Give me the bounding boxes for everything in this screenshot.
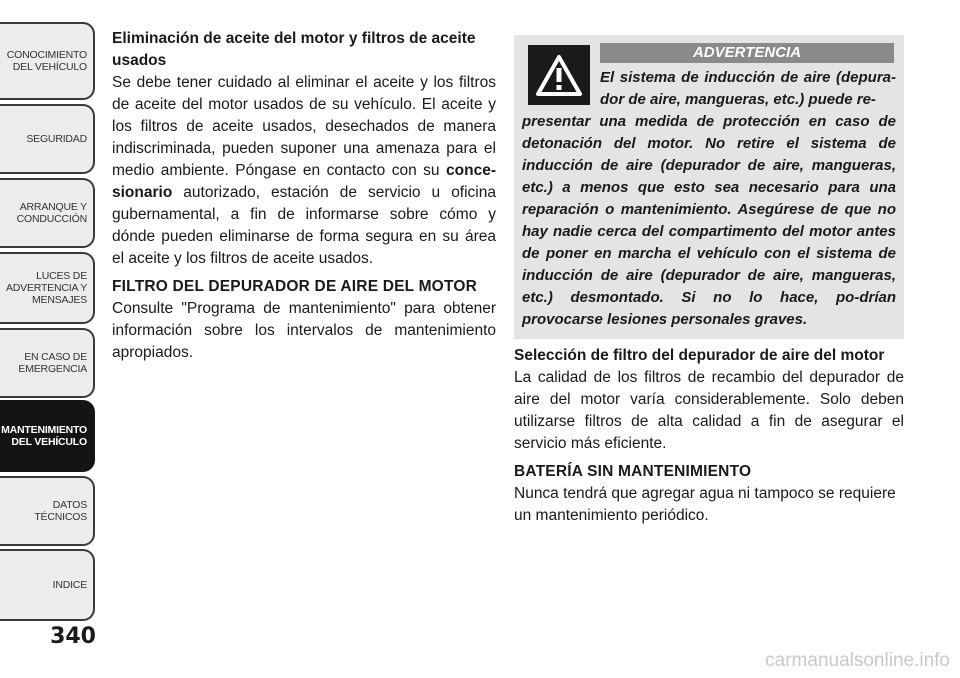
warning-triangle-icon bbox=[528, 45, 590, 105]
tab-label: MANTENIMIENTO bbox=[1, 424, 87, 436]
page-number: 340 bbox=[50, 624, 96, 649]
paragraph: Nunca tendrá que agregar agua ni tampoco se requiere un mantenimiento periódico. bbox=[514, 485, 896, 524]
tab-label: TÉCNICOS bbox=[34, 511, 87, 523]
bold-term: conce-sionario bbox=[112, 162, 496, 201]
left-column bbox=[112, 28, 496, 364]
tab-label: ARRANQUE Y bbox=[19, 201, 87, 213]
tab-label: DEL VEHÍCULO bbox=[11, 436, 87, 448]
section-heading: BATERÍA SIN MANTENIMIENTO bbox=[514, 463, 752, 480]
tab-label: MENSAJES bbox=[32, 294, 87, 306]
tab-label: LUCES DE bbox=[36, 270, 87, 282]
paragraph: La calidad de los filtros de recambio del depurador de aire del motor varía considerablemente. Solo deben utilizarse filtros de alta calidad a fin de asegurar el servicio más eficiente. bbox=[514, 369, 904, 452]
tab-emergencia[interactable] bbox=[0, 328, 95, 398]
tab-label: EN CASO DE bbox=[24, 351, 87, 363]
warning-box bbox=[514, 35, 904, 339]
paragraph-text: Se debe tener cuidado al eliminar el aceite y los filtros de aceite del motor usados de su vehículo. El aceite y los filtros de aceite usados, desechados de manera indiscriminada, pueden suponer una amenaza para el medio ambiente. Póngase en contacto con su bbox=[112, 74, 496, 179]
paragraph bbox=[112, 72, 496, 270]
tab-luces[interactable] bbox=[0, 252, 95, 324]
tab-label: CONDUCCIÓN bbox=[16, 213, 87, 225]
tab-indice[interactable] bbox=[0, 549, 95, 621]
tab-label: CONOCIMIENTO bbox=[6, 49, 87, 61]
tab-seguridad[interactable] bbox=[0, 104, 95, 174]
tab-label: SEGURIDAD bbox=[26, 133, 87, 145]
tab-label: ADVERTENCIA Y bbox=[5, 282, 87, 294]
tab-datos[interactable] bbox=[0, 476, 95, 546]
tab-label: DEL VEHÍCULO bbox=[12, 61, 87, 73]
tab-conocimiento[interactable] bbox=[0, 22, 95, 100]
tab-label: INDICE bbox=[52, 579, 87, 591]
paragraph-text: autorizado, estación de servicio u oficina gubernamental, a fin de informarse sobre cómo y dónde pueden eliminarse de forma segura en su área el aceite y los filtros de aceite usados. bbox=[112, 184, 496, 267]
paragraph: Consulte "Programa de mantenimiento" para obtener información sobre los intervalos de mantenimiento apropiados. bbox=[112, 300, 496, 361]
tab-label: DATOS bbox=[52, 499, 87, 511]
section-heading: Eliminación de aceite del motor y filtros de aceite usados bbox=[112, 30, 476, 69]
right-column bbox=[514, 35, 904, 527]
tab-mantenimiento[interactable] bbox=[0, 400, 95, 472]
watermark: carmanualsonline.info bbox=[765, 650, 950, 671]
warning-text: El sistema de inducción de aire (depura-dor de aire, mangueras, etc.) puede re- bbox=[600, 69, 896, 108]
tab-arranque[interactable] bbox=[0, 178, 95, 248]
warning-text: presentar una medida de protección en caso de detonación del motor. No retire el sistema de inducción de aire (depurador de aire, mangueras, etc.) a menos que esto sea necesario para una reparación o mantenimiento. Asegúrese de que no hay nadie cerca del compartimento del motor antes de poner en marcha el vehículo con el sistema de inducción de aire (depurador de aire, mangueras, etc.) desmontado. Si no lo hace, po-drían provocarse lesiones personales graves. bbox=[522, 113, 896, 328]
section-heading: Selección de filtro del depurador de aire del motor bbox=[514, 347, 885, 364]
section-heading: FILTRO DEL DEPURADOR DE AIRE DEL MOTOR bbox=[112, 278, 477, 295]
tab-label: EMERGENCIA bbox=[18, 363, 87, 375]
chapter-tabs bbox=[0, 0, 97, 678]
warning-title: ADVERTENCIA bbox=[600, 43, 894, 63]
